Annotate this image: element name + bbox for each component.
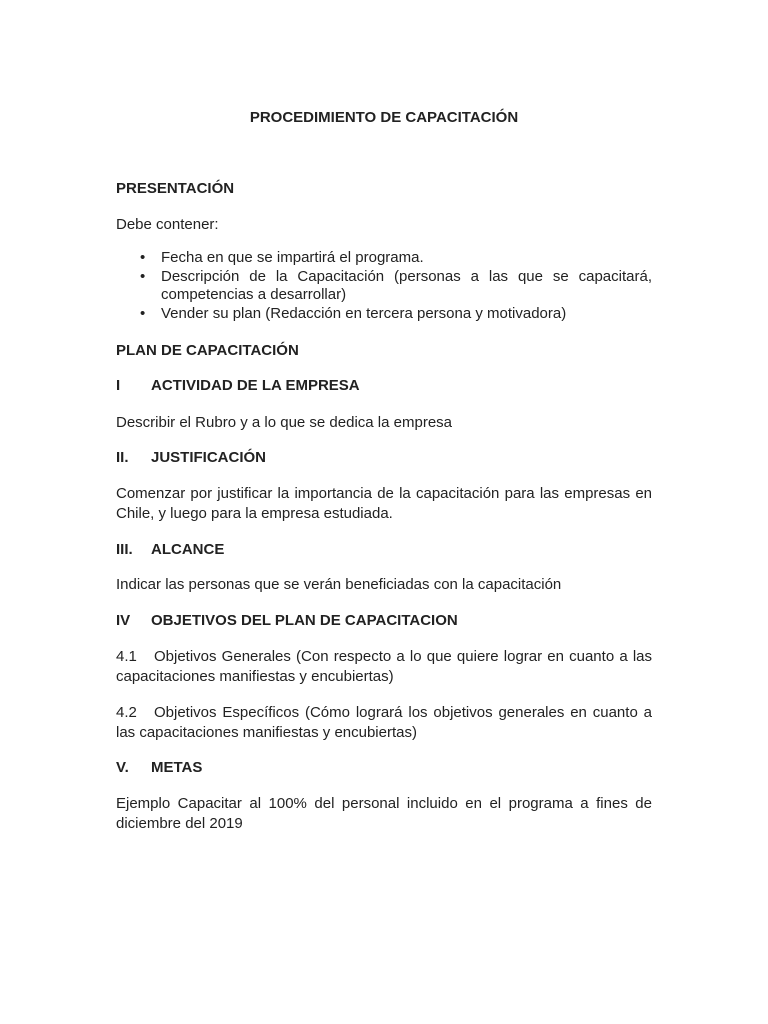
section-number: II. [116,449,129,466]
presentacion-intro: Debe contener: [116,216,219,233]
subitem-number: 4.1 [116,648,137,665]
bullet-item [116,268,652,305]
section-number: V. [116,759,129,776]
section-title: JUSTIFICACIÓN [151,449,267,466]
bullet-icon: • [140,267,146,285]
section-text-actividad: Describir el Rubro y a lo que se dedica la empresa [116,414,452,431]
bullet-text: Descripción de la Capacitación (personas a las que se capacitará, competencias a desarrollar) [161,267,652,303]
subitem-number: 4.2 [116,704,137,721]
objetivo-general-item [116,647,652,687]
bullet-text: Fecha en que se impartirá el programa. [161,249,424,266]
section-heading-objetivos [116,611,652,631]
section-title: ACTIVIDAD DE LA EMPRESA [151,377,360,394]
section-title: OBJETIVOS DEL PLAN DE CAPACITACION [151,612,458,629]
section-heading-alcance [116,540,652,560]
plan-heading: PLAN DE CAPACITACIÓN [116,342,299,359]
section-text-metas: Ejemplo Capacitar al 100% del personal incluido en el programa a fines de diciembre del 2019 [116,795,652,832]
document-title: PROCEDIMIENTO DE CAPACITACIÓN [249,109,519,126]
objetivo-especifico-item [116,703,652,743]
bullet-icon: • [140,249,146,266]
section-title: ALCANCE [151,541,225,558]
section-heading-metas [116,758,652,778]
presentacion-bullet-list [116,249,652,323]
section-number: I [116,377,121,394]
presentacion-heading: PRESENTACIÓN [116,180,235,197]
section-text-alcance: Indicar las personas que se verán beneficiadas con la capacitación [116,576,562,593]
subitem-text: Objetivos Específicos (Cómo logrará los objetivos generales en cuanto a las capacitaciones manifiestas y encubiertas) [116,704,652,741]
bullet-text: Vender su plan (Redacción en tercera persona y motivadora) [161,304,567,322]
section-heading-actividad [116,376,652,396]
subitem-text: Objetivos Generales (Con respecto a lo que quiere lograr en cuanto a las capacitaciones manifiestas y encubiertas) [116,648,652,685]
section-title: METAS [151,759,203,776]
bullet-item [116,249,652,268]
section-number: III. [116,541,133,558]
section-heading-justificacion [116,448,652,468]
bullet-item [116,305,652,324]
section-text-justificacion: Comenzar por justificar la importancia de la capacitación para las empresas en Chile, y luego para la empresa estudiada. [116,485,652,522]
section-number: IV [116,612,131,629]
bullet-icon: • [140,304,146,322]
